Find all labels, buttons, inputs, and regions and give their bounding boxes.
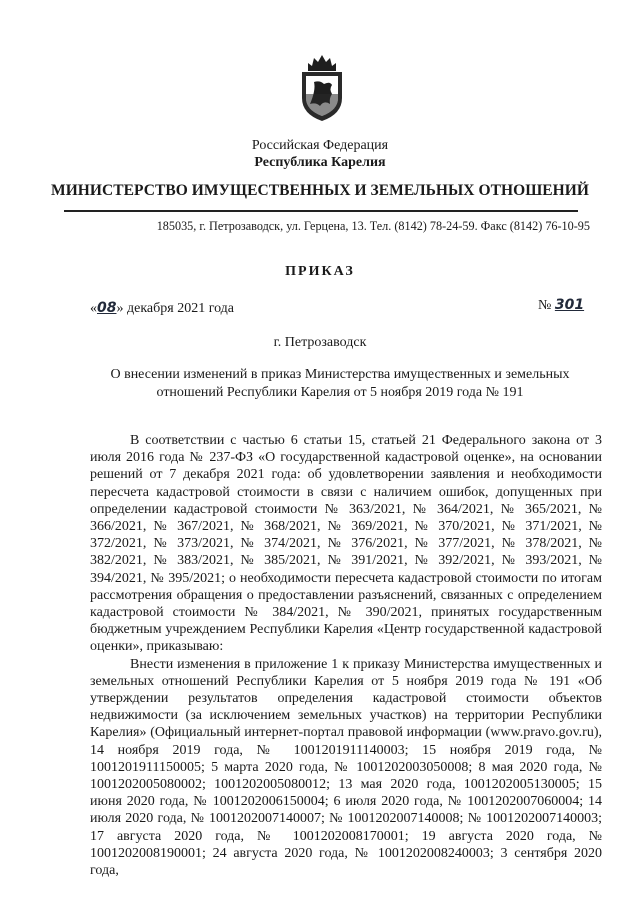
- order-number: [538, 297, 584, 314]
- number-label: №: [538, 298, 552, 313]
- ministry-name: МИНИСТЕРСТВО ИМУЩЕСТВЕННЫХ И ЗЕМЕЛЬНЫХ ОТНОШЕНИЙ: [51, 182, 589, 199]
- document-date: [90, 300, 234, 317]
- number-value: 301: [554, 297, 585, 313]
- header-divider: [64, 210, 578, 212]
- body-paragraph-2: Внести изменения в приложение 1 к приказу Министерства имущественных и земельных отношений Республики Карелия от 5 ноября 2019 года № 191 «Об утверждении результатов определения кадастровой стоимости объектов недвижимости (за исключением земельных участков) на территории Республики Карелия» (Официальный интернет-портал правовой информации (www.pravo.gov.ru), 14 ноября 2019 года, № 1001201911140003; 15 ноября 2019 года, № 1001201911150005; 5 марта 2020 года, № 1001202003050008; 8 мая 2020 года, № 1001202005080002; 1001202005080012; 13 мая 2020 года, 1001202005130005; 15 июня 2020 года, № 1001202006150004; 6 июля 2020 года, № 1001202007060004; 14 июля 2020 года, № 1001202007140007; № 1001202007140008; № 1001202007140003; 17 августа 2020 года, № 1001202008170001; 19 августа 2020 года, № 1001202008190001; 24 августа 2020 года, № 1001202008240003; 3 сентября 2020 года,: [90, 656, 602, 879]
- document-city: г. Петрозаводск: [273, 335, 367, 350]
- date-rest: декабря 2021 года: [126, 301, 235, 316]
- date-day: 08: [97, 300, 117, 316]
- republic-name: Республика Карелия: [254, 155, 386, 170]
- karelia-coat-of-arms-icon: [296, 54, 348, 122]
- document-body: [90, 432, 602, 879]
- date-close-quote: »: [116, 301, 124, 316]
- date-open-quote: «: [90, 301, 97, 316]
- body-paragraph-1: В соответствии с частью 6 статьи 15, статьей 21 Федерального закона от 3 июля 2016 года № 237-ФЗ «О государственной кадастровой оценке», на основании решений от 7 декабря 2021 года: об удовлетворении заявления и необходимости пересчета кадастровой стоимости в связи с наличием ошибок, допущенных при определении кадастровой стоимости № 363/2021, № 364/2021, № 365/2021, № 366/2021, № 367/2021, № 368/2021, № 369/2021, № 370/2021, № 371/2021, № 372/2021, № 373/2021, № 374/2021, № 376/2021, № 377/2021, № 378/2021, № 382/2021, № 383/2021, № 385/2021, № 391/2021, № 392/2021, № 393/2021, № 394/2021, № 395/2021; о необходимости пересчета кадастровой стоимости по итогам рассмотрения обращения о предоставлении разъяснений, связанных с определением кадастровой стоимости № 384/2021, № 390/2021, принятых государственным бюджетным учреждением Республики Карелия «Центр государственной кадастровой оценки», приказываю:: [90, 433, 602, 655]
- document-subject: О внесении изменений в приказ Министерства имущественных и земельных отношений Республики Карелия от 5 ноября 2019 года № 191: [110, 367, 570, 400]
- ministry-address: 185035, г. Петрозаводск, ул. Герцена, 13. Тел. (8142) 78-24-59. Факс (8142) 76-10-95: [156, 219, 590, 233]
- country-name: Российская Федерация: [251, 138, 389, 153]
- document-type: ПРИКАЗ: [285, 264, 355, 279]
